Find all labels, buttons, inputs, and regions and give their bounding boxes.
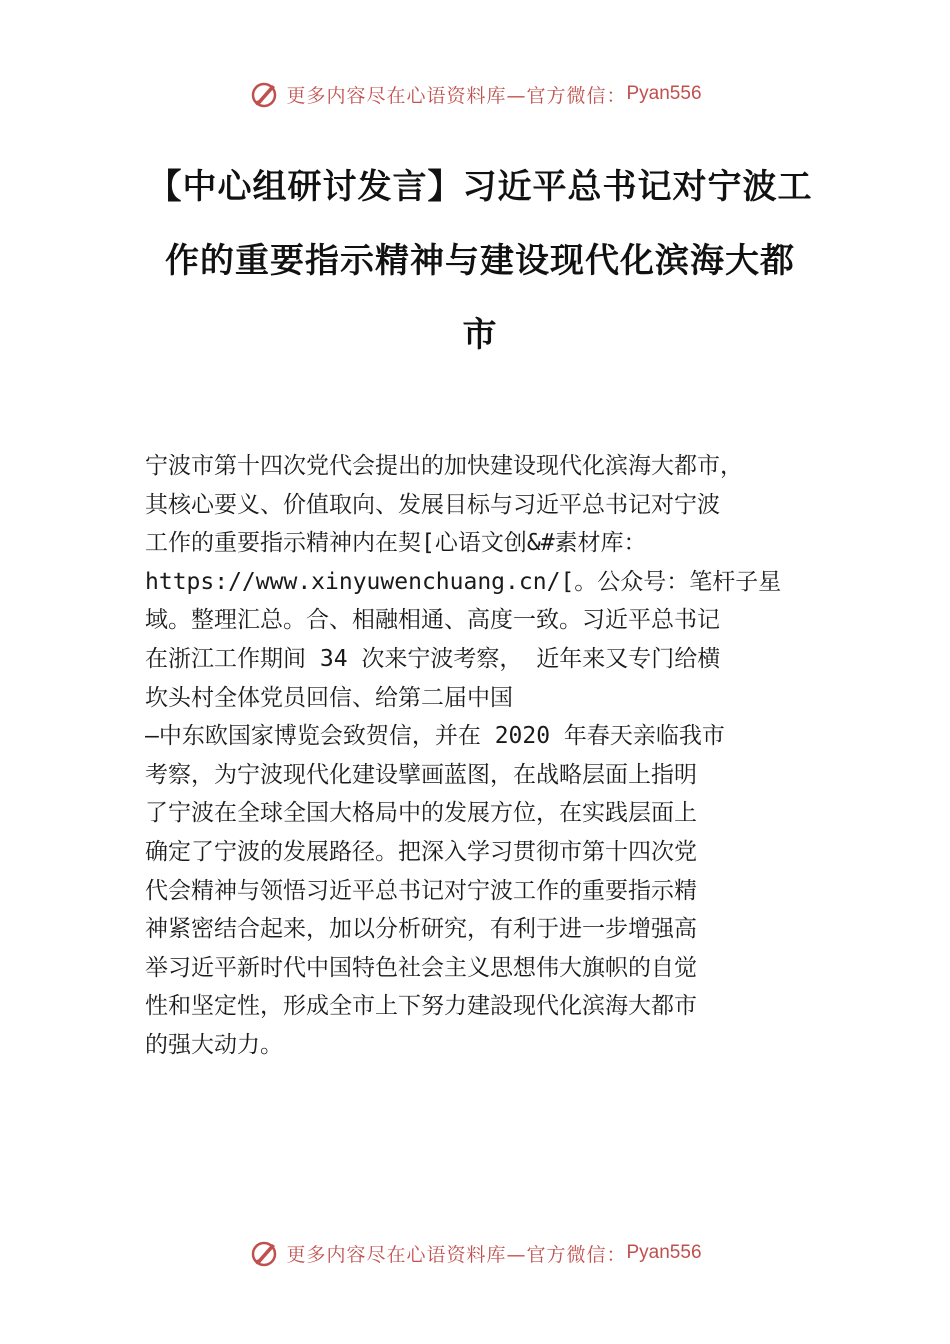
body-line: 域。整理汇总。合、相融相通、高度一致。习近平总书记 [145, 607, 720, 634]
title-line: 市 [462, 315, 498, 355]
body-line: 其核心要义、价值取向、发展目标与习近平总书记对宁波 [145, 491, 720, 518]
body-line: 的强大动力。 [145, 1031, 283, 1058]
body-line: https://www.xinyuwenchuang.cn/[。公众号：笔杆子星 [145, 568, 782, 595]
wechat-id: Pyan556 [626, 83, 702, 104]
footer-banner [0, 1233, 950, 1273]
body-line: 了宁波在全球全国大格局中的发展方位，在实践层面上 [145, 800, 697, 827]
body-line: 确定了宁波的发展路径。把深入学习贯彻市第十四次党 [145, 838, 697, 865]
body-line: 举习近平新时代中国特色社会主义思想伟大旗帜的自觉 [145, 954, 697, 981]
body-line: 在浙江工作期间 34 次来宁波考察， 近年来又专门给横 [145, 645, 721, 672]
brush-logo-icon [248, 1237, 280, 1269]
body-line: —中东欧国家博览会致贺信，并在 2020 年春天亲临我市 [145, 723, 725, 750]
page-title [140, 150, 820, 372]
banner-text: 更多内容尽在心语资料库—官方微信： [286, 84, 627, 107]
body-line: 性和坚定性，形成全市上下努力建設现代化滨海大都市 [145, 993, 697, 1020]
brush-logo-icon [248, 78, 280, 110]
title-line: 作的重要指示精神与建设现代化滨海大都 [165, 241, 795, 281]
wechat-id: Pyan556 [626, 1242, 702, 1263]
body-line: 宁波市第十四次党代会提出的加快建设现代化滨海大都市， [145, 453, 743, 479]
body-line: 考察，为宁波现代化建设擘画蓝图，在战略层面上指明 [145, 761, 697, 788]
banner-text: 更多内容尽在心语资料库—官方微信： [286, 1243, 627, 1266]
title-line: 【中心组研讨发言】习近平总书记对宁波工 [147, 167, 813, 207]
body-line: 代会精神与领悟习近平总书记对宁波工作的重要指示精 [145, 877, 697, 904]
header-banner [0, 74, 950, 114]
body-paragraph [145, 447, 845, 1065]
body-line: 坎头村全体党员回信、给第二届中国 [145, 684, 513, 711]
body-line: 神紧密结合起来，加以分析研究，有利于进一步增强高 [145, 916, 697, 943]
body-line: 工作的重要指示精神内在契[心语文创&#素材库： [145, 530, 647, 557]
